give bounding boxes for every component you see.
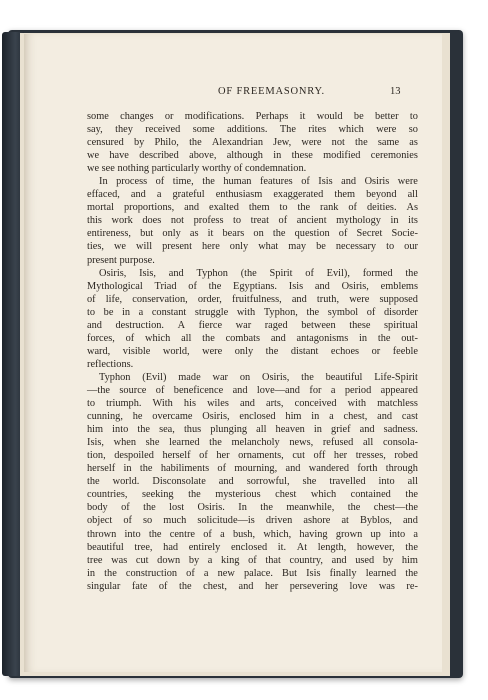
- text-line: to triumph. With his wiles and arts, conceived with matchless: [87, 398, 418, 410]
- text-line: entireness, but only as it bears on the question of Secret Socie-: [87, 228, 418, 240]
- paragraph: [87, 371, 418, 593]
- text-line: body of the lost Osiris. In the meanwhile, the chest—the: [87, 502, 418, 514]
- text-line: Mythological Triad of the Egyptians. Isis and Osiris, emblems: [87, 280, 418, 292]
- text-line: some changes or modifications. Perhaps it would be better to: [87, 111, 418, 122]
- text-line: say, they received some additions. The rites which were so: [87, 124, 418, 136]
- page-header: [24, 86, 442, 100]
- text-line: thrown into the centre of a bush, which, having grown up into a: [87, 528, 418, 540]
- text-line: In process of time, the human features of Isis and Osiris were: [99, 176, 418, 188]
- page-number: 13: [390, 86, 401, 97]
- text-line: of life, conservation, order, fruitfulness, and truth, were supposed: [87, 293, 418, 305]
- text-line: tion, despoiled herself of her ornaments, cut off her tresses, robed: [87, 450, 418, 462]
- text-line: ties, we will present here only what may be necessary to our: [87, 241, 418, 253]
- text-line: him into the sea, thus plunging all heaven in grief and sadness.: [87, 424, 418, 436]
- text-line: beautiful tree, had entirely enclosed it. At length, however, the: [87, 541, 418, 553]
- text-line: present purpose.: [87, 254, 155, 266]
- book-page: [24, 34, 442, 672]
- text-line: —the source of beneficence and love—and for a period appeared: [87, 384, 418, 396]
- text-line: forces, of which all the combats and antagonisms in the out-: [87, 332, 418, 344]
- text-line: and destruction. A fierce war raged between these spiritual: [87, 319, 418, 331]
- text-line: reflections.: [87, 358, 134, 370]
- text-line: Osiris, Isis, and Typhon (the Spirit of Evil), formed the: [99, 267, 418, 279]
- body-text: [87, 110, 418, 593]
- paragraph: [87, 267, 418, 371]
- text-line: Isis, when she learned the melancholy news, refused all consola-: [87, 437, 418, 449]
- text-line: this work does not profess to treat of ancient mythology in its: [87, 215, 418, 227]
- text-line: cunning, he overcame Osiris, enclosed him in a chest, and cast: [87, 411, 418, 423]
- text-line: censured by Philo, the Alexandrian Jew, were not the same as: [87, 137, 418, 149]
- text-line: effaced, and a grateful enthusiasm exaggerated them beyond all: [87, 189, 418, 201]
- text-line: mortal proportions, and exalted them to the rank of deities. As: [87, 202, 418, 214]
- text-line: herself in the habiliments of mourning, and wandered forth through: [87, 463, 418, 475]
- text-line: singular fate of the chest, and her persevering love was re-: [87, 580, 418, 592]
- text-line: in the construction of a new palace. But Isis finally learned the: [87, 567, 418, 579]
- text-line: countries, seeking the mysterious chest which contained the: [87, 489, 418, 501]
- paragraph: [87, 110, 418, 175]
- text-line: object of so much solicitude—is driven ashore at Byblos, and: [87, 515, 418, 527]
- text-line: we see nothing particularly worthy of condemnation.: [87, 163, 307, 175]
- text-line: we have described above, although in these modified ceremonies: [87, 150, 418, 162]
- text-line: to be in a constant struggle with Typhon, the symbol of disorder: [87, 306, 418, 318]
- text-line: Typhon (Evil) made war on Osiris, the beautiful Life-Spirit: [99, 371, 418, 383]
- text-line: the world. Disconsolate and sorrowful, she travelled into all: [87, 476, 418, 488]
- text-line: ward, visible world, were only the distant echoes or feeble: [87, 345, 418, 357]
- text-line: tree was cut down by a king of that country, and used by him: [87, 554, 418, 566]
- paragraph: [87, 175, 418, 266]
- running-title: OF FREEMASONRY.: [218, 86, 325, 97]
